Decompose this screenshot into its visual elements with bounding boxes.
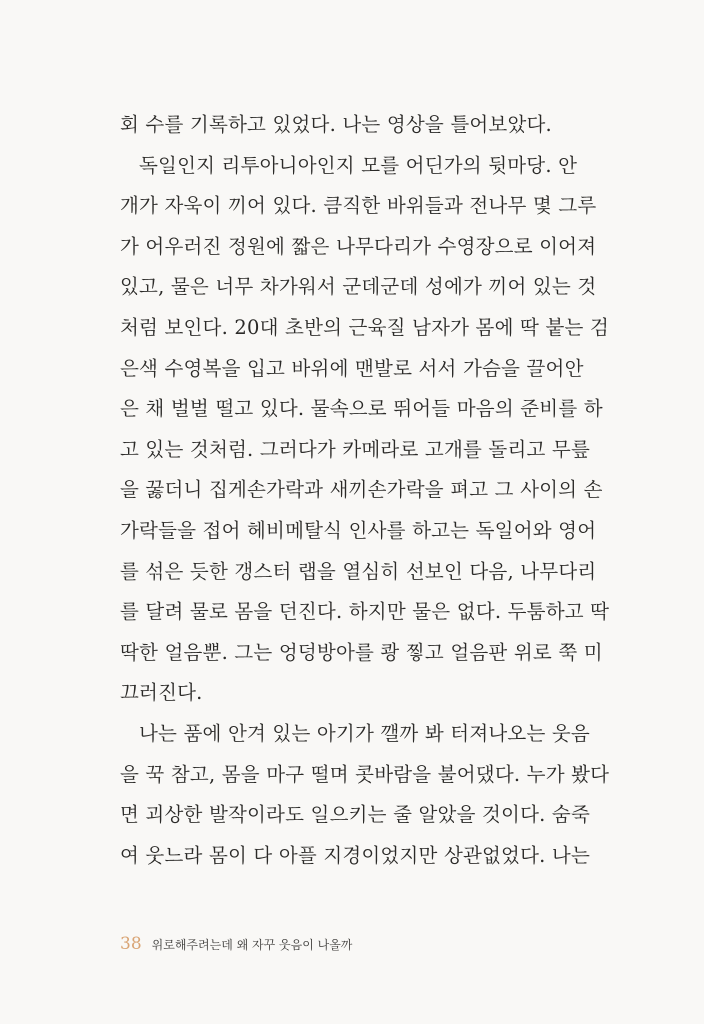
text-line: 은 채 벌벌 떨고 있다. 물속으로 뛰어들 마음의 준비를 하 [120,397,603,421]
running-title: 위로해주려는데 왜 자꾸 웃음이 나올까 [151,938,353,952]
text-line: 있고, 물은 너무 차가워서 군데군데 성에가 끼어 있는 것 [120,275,597,299]
text-line: 끄러진다. [120,681,203,705]
text-line: 고 있는 것처럼. 그러다가 카메라로 고개를 돌리고 무릎 [120,437,591,461]
page-footer [120,932,352,956]
text-line: 을 꾹 참고, 몸을 마구 떨며 콧바람을 불어댔다. 누가 봤다 [120,762,610,786]
text-line: 면 괴상한 발작이라도 일으키는 줄 알았을 것이다. 숨죽 [120,803,591,827]
text-line: 나는 품에 안겨 있는 아기가 깰까 봐 터져나오는 웃음 [139,721,590,745]
text-line: 을 꿇더니 집게손가락과 새끼손가락을 펴고 그 사이의 손 [120,478,603,502]
text-line: 은색 수영복을 입고 바위에 맨발로 서서 가슴을 끌어안 [120,356,584,380]
text-line: 가 어우러진 정원에 짧은 나무다리가 수영장으로 이어져 [120,234,597,258]
text-line: 가락들을 접어 헤비메탈식 인사를 하고는 독일어와 영어 [120,518,597,542]
page-number: 38 [120,934,142,954]
text-line: 여 웃느라 몸이 다 아플 지경이었지만 상관없었다. 나는 [120,843,591,867]
text-line: 를 달려 물로 몸을 던진다. 하지만 물은 없다. 두툼하고 딱 [120,600,610,624]
body-text [120,105,610,876]
text-line: 개가 자욱이 끼어 있다. 큼직한 바위들과 전나무 몇 그루 [120,194,597,218]
text-line: 회 수를 기록하고 있었다. 나는 영상을 틀어보았다. [120,113,552,136]
text-line: 독일인지 리투아니아인지 모를 어딘가의 뒷마당. 안 [139,153,578,177]
text-line: 딱한 얼음뿐. 그는 엉덩방아를 쾅 찧고 얼음판 위로 쭉 미 [120,640,603,664]
text-line: 를 섞은 듯한 갱스터 랩을 열심히 선보인 다음, 나무다리 [120,559,597,583]
text-line: 처럼 보인다. 20대 초반의 근육질 남자가 몸에 딱 붙는 검 [120,315,609,339]
